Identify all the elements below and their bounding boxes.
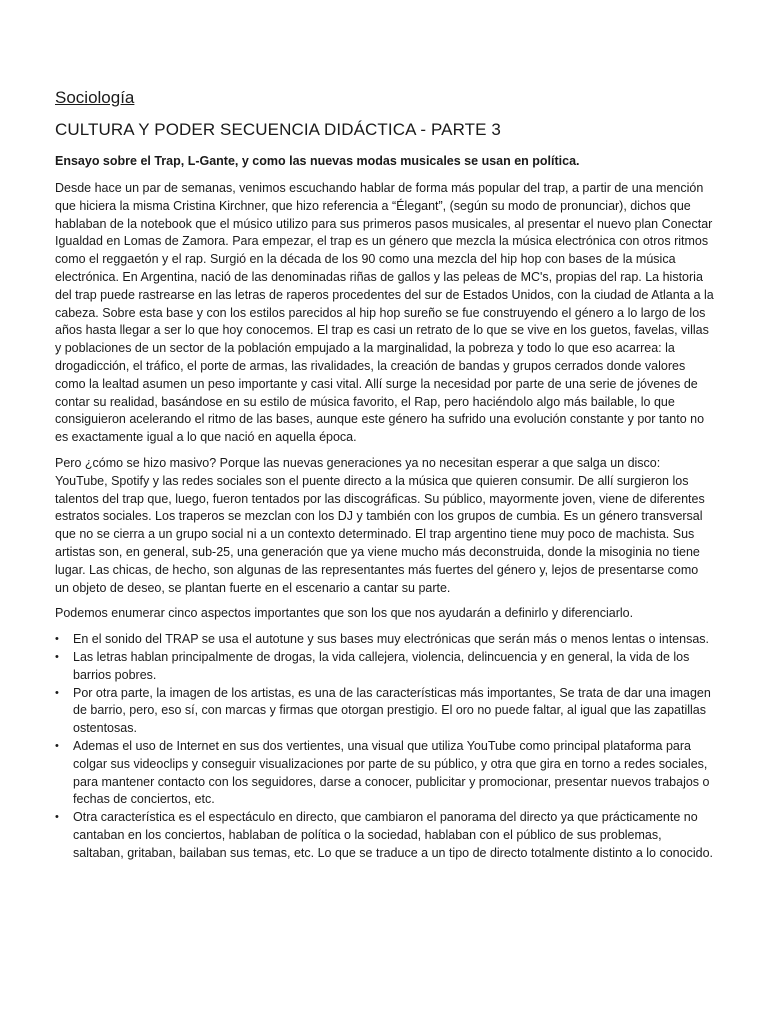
list-item: [55, 809, 715, 862]
bullet-icon: •: [55, 650, 59, 663]
aspects-list: [55, 631, 715, 862]
paragraph-aspects-intro: Podemos enumerar cinco aspectos importantes que son los que nos ayudarán a definirlo y diferenciarlo.: [55, 606, 634, 621]
bullet-icon: •: [55, 686, 59, 699]
essay-lead: Ensayo sobre el Trap, L-Gante, y como las nuevas modas musicales se usan en política.: [55, 154, 580, 168]
list-item-text: En el sonido del TRAP se usa el autotune y sus bases muy electrónicas que serán más o menos lentas o intensas.: [73, 632, 710, 647]
list-item-text: Las letras hablan principalmente de drogas, la vida callejera, violencia, delincuencia y en general, la vida de los barrios pobres.: [73, 649, 690, 682]
paragraph-massive: Pero ¿cómo se hizo masivo? Porque las nuevas generaciones ya no necesitan esperar a que salga un disco: YouTube, Spotify y las redes sociales son el puente directo a la música que quieren consumir. De allí surgieron los talentos del trap que, luego, fueron tentados por las discográficas. Su público, mayormente joven, viene de diferentes estratos sociales. Los traperos se mezclan con los DJ y también con los grupos de cumbia. Es un género transversal que no se cierra a un grupo social ni a un contexto determinado. El trap argentino tiene muy poco de machista. Sus artistas son, en general, sub-25, una generación que ya viene mucho más deconstruida, donde la misoginia no tiene lugar. Las chicas, de hecho, son algunas de las representantes más fuertes del género y, lejos de presentarse como un objeto de deseo, se plantan fuerte en el escenario a cantar su parte.: [55, 455, 705, 595]
document-title: CULTURA Y PODER SECUENCIA DIDÁCTICA - PARTE 3: [55, 120, 501, 139]
list-item: [55, 685, 715, 738]
list-item: [55, 738, 715, 809]
list-item-text: Ademas el uso de Internet en sus dos vertientes, una visual que utiliza YouTube como principal plataforma para colgar sus videoclips y conseguir visualizaciones por parte de su público, y otra que gira en torno a redes sociales, para mantener contacto con los seguidores, darse a conocer, publicitar y promocionar, presentar nuevos trabajos o fechas de conciertos, etc.: [73, 738, 710, 807]
document-page: [55, 86, 715, 862]
bullet-icon: •: [55, 633, 59, 646]
paragraph-intro: Desde hace un par de semanas, venimos escuchando hablar de forma más popular del trap, a partir de una mención que hiciera la misma Cristina Kirchner, que hizo referencia a “Élegant”, (según su modo de pronunciar), dichos que hablaban de la notebook que el músico utilizo para sus primeros pasos musicales, al presentar el nuevo plan Conectar Igualdad en Lomas de Zamora. Para empezar, el trap es un género que mezcla la música electrónica con otros ritmos como el reggaetón y el rap. Surgió en la década de los 90 como una mezcla del hip hop con bases de la música electrónica. En Argentina, nació de las denominadas riñas de gallos y las peleas de MC's, propias del rap. La historia del trap puede rastrearse en las letras de raperos procedentes del sur de Estados Unidos, con la ciudad de Atlanta a la cabeza. Sobre esta base y con los estilos parecidos al hip hop sureño se fue construyendo el género a lo largo de los años hasta llegar a ser lo que hoy conocemos. El trap es casi un retrato de lo que se vive en los guetos, favelas, villas y poblaciones de un sector de la población empujado a la marginalidad, la pobreza y todo lo que eso acarrea: la drogadicción, el tráfico, el porte de armas, las rivalidades, la creación de bandas y grupos cerrados donde valores como la lealtad asumen un peso importante y casi vital. Allí surge la necesidad por parte de una serie de jóvenes de contar su realidad, basándose en su estilo de música favorito, el Rap, pero haciéndolo algo más bailable, lo que consiguieron acelerando el ritmo de las bases, aunque este género ha sufrido una evolución constante y por tanto no es exactamente igual a lo que nació en aquella época.: [55, 181, 714, 445]
list-item-text: Otra característica es el espectáculo en directo, que cambiaron el panorama del directo ya que prácticamente no cantaban en los conciertos, hablaban de política o la sociedad, hablaban con el público de sus problemas, saltaban, gritaban, bailaban sus temas, etc. Lo que se traduce a un tipo de directo totalmente distinto a lo conocido.: [73, 810, 713, 860]
bullet-icon: •: [55, 811, 59, 824]
subject-heading: Sociología: [55, 88, 135, 107]
bullet-icon: •: [55, 739, 59, 752]
list-item: [55, 631, 715, 649]
list-item: [55, 649, 715, 685]
list-item-text: Por otra parte, la imagen de los artistas, es una de las características más importantes, Se trata de dar una imagen de barrio, pero, eso sí, con marcas y firmas que otorgan prestigio. El oro no puede faltar, al igual que las zapatillas ostentosas.: [73, 685, 711, 736]
